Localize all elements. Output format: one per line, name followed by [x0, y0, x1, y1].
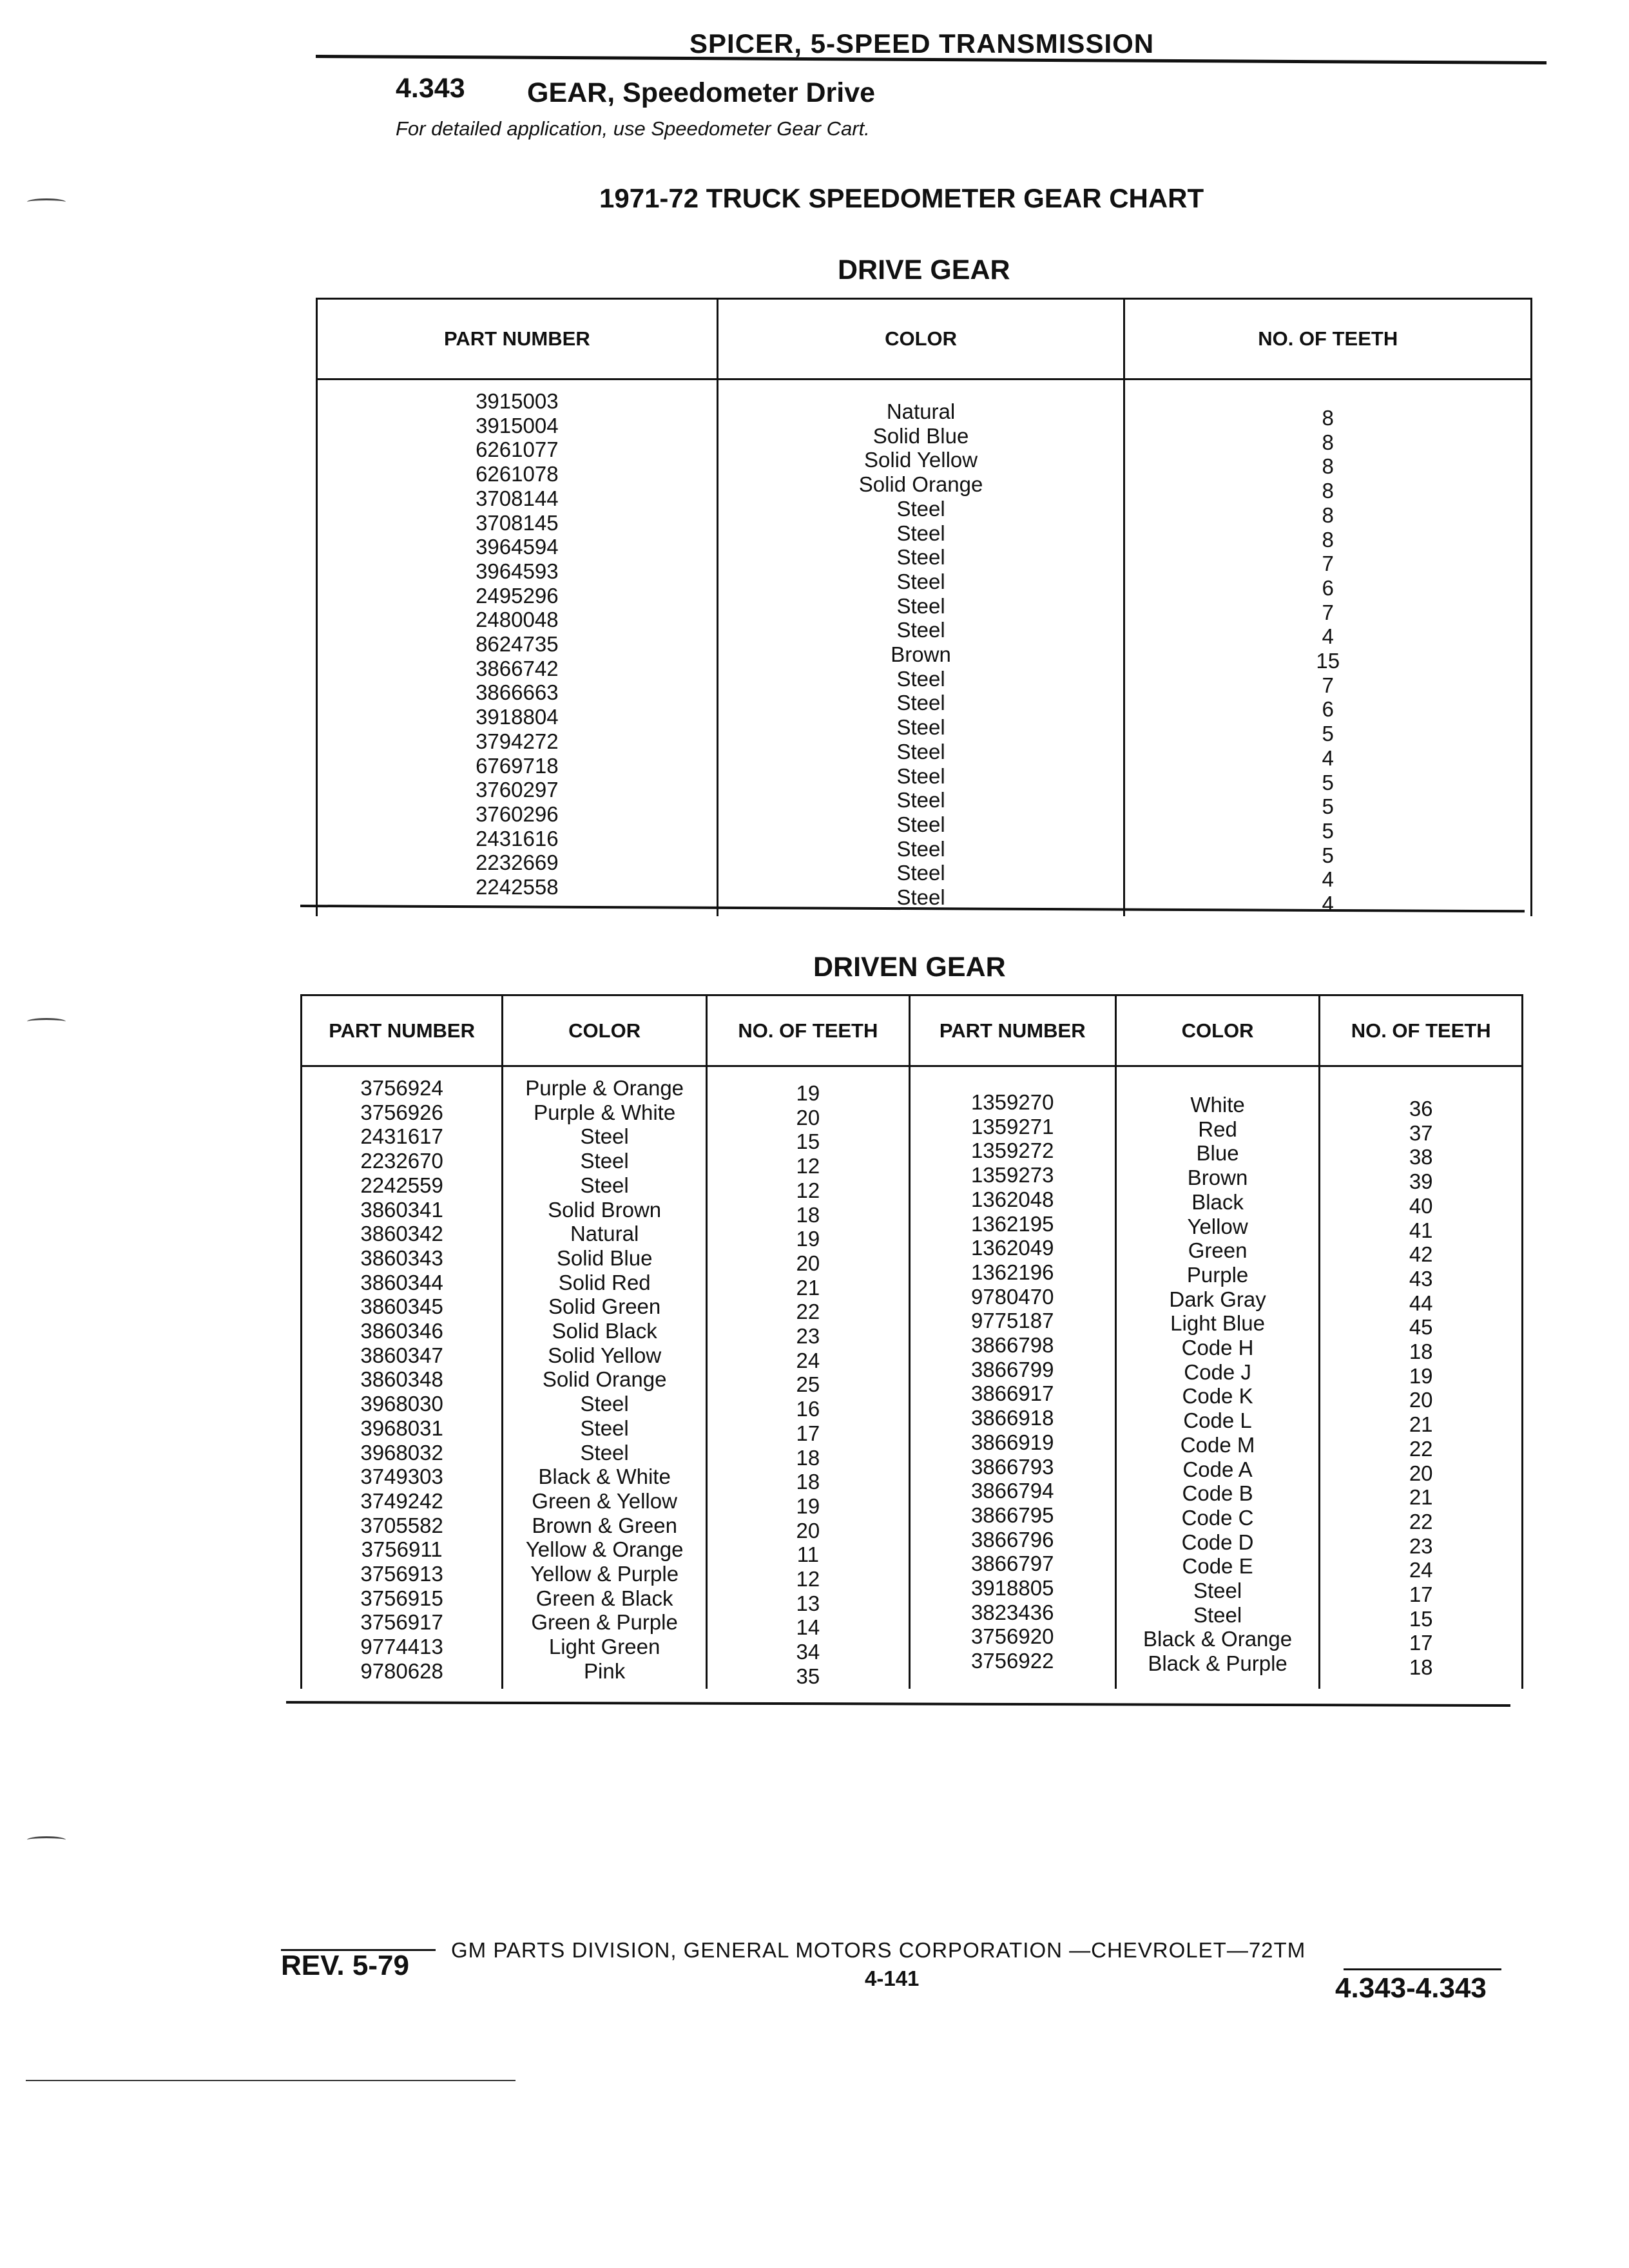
- table-cell: 17: [1409, 1582, 1433, 1607]
- table-cell: 3866794: [970, 1479, 1054, 1503]
- table-cell: 6: [1322, 575, 1334, 600]
- table-cell: 3866798: [970, 1333, 1054, 1358]
- table-cell: 11: [796, 1542, 819, 1567]
- table-cell: 1359272: [970, 1139, 1054, 1163]
- table-cell: 6261078: [476, 462, 559, 486]
- table-cell: 22: [796, 1300, 820, 1324]
- table-cell: 22: [1409, 1509, 1433, 1533]
- table-cell: 3860347: [360, 1343, 443, 1367]
- table-cell: Solid Blue: [556, 1245, 653, 1270]
- table-cell: 1362049: [970, 1236, 1054, 1260]
- table-cell: 3915004: [476, 413, 559, 437]
- table-cell: 18: [1409, 1340, 1433, 1364]
- table-cell: 3760296: [476, 802, 559, 826]
- table-cell: 4: [1322, 892, 1334, 916]
- table-cell: 3866742: [476, 656, 559, 680]
- table-cell: Steel: [896, 812, 945, 836]
- table-cell: Pink: [584, 1658, 626, 1683]
- section-name: GEAR, Speedometer Drive: [527, 77, 876, 108]
- table-cell: 6: [1322, 697, 1334, 722]
- table-cell: 3708144: [476, 486, 559, 510]
- driven-gear-title: DRIVEN GEAR: [813, 952, 1006, 983]
- table-cell: Blue: [1196, 1141, 1239, 1166]
- table-cell: 3860348: [360, 1367, 443, 1392]
- table-cell: 20: [1409, 1388, 1433, 1412]
- table-cell: Code C: [1181, 1505, 1254, 1530]
- table-cell: Code L: [1183, 1408, 1252, 1433]
- table-cell: Steel: [896, 691, 945, 715]
- table-cell: 3860344: [360, 1270, 443, 1294]
- table-cell: Green: [1188, 1238, 1248, 1263]
- table-cell: Solid Black: [552, 1319, 657, 1343]
- table-cell: 7: [1322, 552, 1334, 576]
- table-cell: 18: [796, 1470, 820, 1494]
- table-cell: 14: [796, 1615, 820, 1640]
- table-cell: 5: [1322, 770, 1334, 794]
- table-cell: Steel: [896, 836, 945, 861]
- header-color-left: COLOR: [503, 995, 707, 1066]
- table-cell: Purple & Orange: [525, 1076, 684, 1100]
- table-cell: 4: [1322, 867, 1334, 892]
- table-cell: Dark Gray: [1169, 1287, 1266, 1311]
- table-cell: Solid Orange: [542, 1367, 667, 1392]
- footer-revision: REV. 5-79: [281, 1950, 409, 1981]
- table-cell: 3749303: [360, 1465, 443, 1489]
- table-cell: 43: [1409, 1266, 1433, 1291]
- table-cell: Steel: [580, 1173, 629, 1197]
- table-cell: 3968032: [360, 1440, 443, 1465]
- table-cell: 3756920: [970, 1624, 1054, 1649]
- table-cell: 12: [796, 1567, 820, 1591]
- table-cell: 3866797: [970, 1552, 1054, 1576]
- table-cell: 40: [1409, 1193, 1433, 1218]
- table-cell: 39: [1409, 1169, 1433, 1194]
- table-cell: 8: [1322, 454, 1334, 479]
- footer-section-range: 4.343-4.343: [1335, 1972, 1487, 2004]
- header-part-number: PART NUMBER: [317, 299, 718, 380]
- table-cell: 17: [796, 1421, 820, 1445]
- table-cell: 15: [1316, 649, 1340, 673]
- table-cell: 9774413: [360, 1635, 443, 1659]
- table-cell: Black & Orange: [1143, 1627, 1293, 1651]
- table-cell: 18: [1409, 1655, 1433, 1680]
- table-cell: 20: [796, 1251, 820, 1275]
- table-cell: Steel: [896, 545, 945, 570]
- table-cell: Black: [1191, 1189, 1244, 1214]
- table-cell: Black & White: [538, 1465, 671, 1489]
- table-cell: 1362195: [970, 1211, 1054, 1236]
- table-cell: 3964594: [476, 535, 559, 559]
- table-cell: 3918805: [970, 1576, 1054, 1600]
- driven-right-part-col: [909, 1066, 1115, 1689]
- scan-edge-line: [26, 2080, 516, 2081]
- header-teeth-right: NO. OF TEETH: [1320, 995, 1523, 1066]
- table-cell: 6769718: [476, 753, 559, 778]
- table-cell: Green & Black: [535, 1586, 673, 1610]
- table-cell: 9775187: [970, 1309, 1054, 1333]
- table-cell: Solid Blue: [872, 423, 969, 448]
- table-cell: Green & Purple: [531, 1610, 678, 1635]
- table-cell: 20: [796, 1518, 820, 1542]
- table-cell: Solid Orange: [858, 472, 983, 497]
- table-cell: 3860345: [360, 1294, 443, 1319]
- drive-gear-table: [316, 298, 1532, 916]
- table-cell: 20: [796, 1105, 820, 1129]
- table-cell: 3756917: [360, 1610, 443, 1635]
- page-header-title: SPICER, 5-SPEED TRANSMISSION: [689, 28, 1155, 59]
- table-cell: Steel: [580, 1440, 629, 1465]
- table-cell: 12: [796, 1154, 820, 1178]
- table-cell: 3756924: [360, 1076, 443, 1100]
- table-cell: 2431617: [360, 1124, 443, 1149]
- header-part-number-left: PART NUMBER: [302, 995, 503, 1066]
- table-cell: 3968030: [360, 1392, 443, 1416]
- footer-page-number: 4-141: [865, 1966, 920, 1990]
- table-cell: 35: [796, 1664, 820, 1688]
- table-cell: 3866795: [970, 1503, 1054, 1527]
- table-cell: 2242558: [476, 875, 559, 899]
- chart-title: 1971-72 TRUCK SPEEDOMETER GEAR CHART: [599, 183, 1204, 213]
- driven-right-teeth-col: [1320, 1066, 1523, 1689]
- margin-mark: [27, 1836, 66, 1843]
- table-cell: 3860346: [360, 1319, 443, 1343]
- table-cell: Steel: [1193, 1602, 1242, 1627]
- table-cell: 3756913: [360, 1562, 443, 1586]
- table-cell: 1359273: [970, 1163, 1054, 1187]
- table-cell: Solid Brown: [548, 1197, 662, 1222]
- table-cell: 3823436: [970, 1600, 1054, 1624]
- table-cell: Brown: [1187, 1166, 1248, 1190]
- table-cell: 5: [1322, 818, 1334, 843]
- table-cell: Green & Yellow: [532, 1488, 677, 1513]
- table-cell: 3915003: [476, 389, 559, 413]
- table-cell: 8: [1322, 503, 1334, 527]
- table-cell: 45: [1409, 1315, 1433, 1340]
- table-cell: 8: [1322, 479, 1334, 503]
- table-cell: Steel: [580, 1149, 629, 1173]
- table-cell: Natural: [570, 1222, 639, 1246]
- table-cell: Red: [1198, 1117, 1237, 1141]
- margin-mark: [27, 198, 66, 206]
- table-cell: 21: [1409, 1485, 1433, 1510]
- table-cell: 2495296: [476, 583, 559, 608]
- table-cell: 5: [1322, 794, 1334, 819]
- table-cell: 21: [796, 1275, 820, 1300]
- table-cell: Solid Green: [548, 1294, 661, 1319]
- table-cell: Code D: [1181, 1530, 1254, 1554]
- driven-right-color-col: [1115, 1066, 1320, 1689]
- table-cell: 18: [796, 1445, 820, 1470]
- table-cell: 8: [1322, 527, 1334, 552]
- table-cell: Solid Yellow: [548, 1343, 662, 1367]
- table-cell: Steel: [896, 764, 945, 788]
- table-cell: 9780470: [970, 1284, 1054, 1309]
- table-cell: 3866796: [970, 1527, 1054, 1552]
- table-cell: 24: [1409, 1558, 1433, 1582]
- table-cell: Yellow: [1187, 1214, 1248, 1238]
- driven-bottom-rule: [286, 1701, 1510, 1707]
- table-cell: Steel: [580, 1416, 629, 1440]
- table-cell: 3756926: [360, 1100, 443, 1124]
- table-cell: Steel: [896, 666, 945, 691]
- table-cell: 3794272: [476, 729, 559, 753]
- table-cell: 2242559: [360, 1173, 443, 1197]
- table-cell: 3705582: [360, 1513, 443, 1537]
- table-cell: 15: [1409, 1606, 1433, 1631]
- table-cell: Steel: [896, 788, 945, 812]
- table-cell: 19: [796, 1494, 820, 1518]
- table-cell: 6261077: [476, 437, 559, 462]
- drive-teeth-col: [1124, 380, 1532, 916]
- driven-left-teeth-col: [707, 1066, 910, 1689]
- table-cell: Steel: [896, 861, 945, 885]
- table-cell: 3756911: [361, 1537, 443, 1562]
- driven-left-color-col: [503, 1066, 707, 1689]
- table-cell: 22: [1409, 1436, 1433, 1461]
- table-cell: Steel: [896, 618, 945, 642]
- table-cell: 3866799: [970, 1357, 1054, 1381]
- drive-color-col: [717, 380, 1124, 916]
- table-cell: Code J: [1184, 1360, 1251, 1384]
- table-cell: Steel: [896, 569, 945, 593]
- table-cell: 4: [1322, 745, 1334, 770]
- table-cell: 1362196: [970, 1260, 1054, 1284]
- table-cell: 1359270: [970, 1090, 1054, 1114]
- table-cell: Solid Red: [558, 1270, 651, 1294]
- table-cell: 23: [796, 1324, 820, 1349]
- table-cell: 3760297: [476, 778, 559, 802]
- table-cell: 3866793: [970, 1454, 1054, 1479]
- table-cell: Code B: [1182, 1481, 1253, 1506]
- header-color-right: COLOR: [1115, 995, 1320, 1066]
- table-cell: 7: [1322, 673, 1334, 697]
- table-cell: 41: [1409, 1218, 1433, 1242]
- table-cell: 3866917: [970, 1381, 1054, 1406]
- header-teeth: NO. OF TEETH: [1124, 299, 1532, 380]
- table-cell: 12: [796, 1178, 820, 1202]
- table-cell: 5: [1322, 722, 1334, 746]
- table-cell: Light Green: [548, 1635, 660, 1659]
- table-cell: 19: [796, 1227, 820, 1251]
- table-cell: 3964593: [476, 559, 559, 583]
- table-cell: Code A: [1182, 1457, 1253, 1481]
- table-cell: 3968031: [360, 1416, 443, 1440]
- table-cell: 20: [1409, 1461, 1433, 1485]
- table-cell: 44: [1409, 1291, 1433, 1315]
- table-cell: 1362048: [970, 1187, 1054, 1211]
- table-cell: Light Blue: [1170, 1311, 1265, 1336]
- table-cell: 3860342: [360, 1222, 443, 1246]
- table-cell: 13: [796, 1591, 820, 1615]
- table-cell: 7: [1322, 600, 1334, 624]
- table-cell: Steel: [896, 521, 945, 545]
- table-cell: Steel: [896, 496, 945, 521]
- table-cell: Steel: [896, 593, 945, 618]
- table-cell: 2431616: [476, 826, 559, 850]
- table-cell: 3860341: [360, 1197, 443, 1222]
- table-cell: 8: [1322, 430, 1334, 454]
- table-cell: Natural: [886, 399, 956, 423]
- section-number: 4.343: [396, 73, 465, 104]
- table-cell: 23: [1409, 1533, 1433, 1558]
- table-cell: Steel: [580, 1392, 629, 1416]
- table-cell: 3866918: [970, 1406, 1054, 1430]
- table-cell: 42: [1409, 1242, 1433, 1267]
- footer-rule-right: [1344, 1968, 1501, 1970]
- table-cell: 15: [796, 1129, 820, 1154]
- table-cell: 3918804: [476, 705, 559, 729]
- table-cell: 3756915: [360, 1586, 443, 1610]
- table-cell: Code K: [1182, 1384, 1253, 1408]
- table-cell: Brown: [891, 642, 951, 667]
- table-cell: Brown & Green: [532, 1513, 677, 1537]
- table-cell: 9780628: [360, 1658, 443, 1683]
- table-cell: 2232669: [476, 850, 559, 875]
- table-cell: 38: [1409, 1145, 1433, 1169]
- table-cell: Purple & White: [534, 1100, 676, 1124]
- table-cell: Yellow & Purple: [530, 1562, 679, 1586]
- table-cell: 17: [1409, 1631, 1433, 1655]
- footer-division: GM PARTS DIVISION, GENERAL MOTORS CORPORATION —CHEVROLET—72TM: [451, 1938, 1306, 1962]
- drive-part-col: [317, 380, 718, 916]
- table-cell: 36: [1409, 1097, 1433, 1120]
- section-note: For detailed application, use Speedometer Gear Cart.: [396, 117, 870, 140]
- table-cell: 3708145: [476, 510, 559, 535]
- table-cell: 3866919: [970, 1430, 1054, 1454]
- table-cell: Code E: [1182, 1554, 1253, 1579]
- header-color: COLOR: [717, 299, 1124, 380]
- table-cell: 3749242: [360, 1488, 443, 1513]
- table-cell: 2480048: [476, 608, 559, 632]
- table-cell: 5: [1322, 843, 1334, 867]
- table-cell: Yellow & Orange: [525, 1537, 684, 1562]
- table-cell: 8624735: [476, 632, 559, 657]
- table-cell: 19: [1409, 1363, 1433, 1388]
- table-cell: Steel: [896, 885, 945, 910]
- table-cell: 25: [796, 1372, 820, 1397]
- table-cell: 21: [1409, 1412, 1433, 1437]
- table-cell: 18: [796, 1202, 820, 1227]
- table-cell: Steel: [580, 1124, 629, 1149]
- table-cell: 37: [1409, 1120, 1433, 1145]
- table-cell: Steel: [1193, 1579, 1242, 1603]
- table-cell: 19: [796, 1081, 820, 1105]
- table-cell: Solid Yellow: [863, 448, 978, 472]
- table-cell: Code M: [1180, 1432, 1255, 1457]
- table-cell: Purple: [1186, 1262, 1249, 1287]
- table-cell: Steel: [896, 715, 945, 740]
- margin-mark: [27, 1018, 66, 1025]
- table-cell: Black & Purple: [1148, 1651, 1287, 1676]
- table-cell: Code H: [1181, 1336, 1254, 1360]
- table-cell: Steel: [896, 739, 945, 764]
- table-cell: 3866663: [476, 680, 559, 705]
- driven-left-part-col: [302, 1066, 503, 1689]
- table-cell: 24: [796, 1348, 820, 1372]
- header-teeth-left: NO. OF TEETH: [707, 995, 910, 1066]
- table-cell: 2232670: [360, 1149, 443, 1173]
- table-cell: 3860343: [360, 1245, 443, 1270]
- table-cell: 34: [796, 1640, 820, 1664]
- table-cell: White: [1190, 1093, 1245, 1117]
- table-cell: 16: [796, 1397, 820, 1421]
- drive-gear-title: DRIVE GEAR: [838, 255, 1010, 285]
- driven-gear-table: [300, 994, 1523, 1689]
- table-cell: 3756922: [970, 1649, 1054, 1673]
- table-cell: 8: [1322, 406, 1334, 430]
- table-cell: 4: [1322, 624, 1334, 649]
- table-cell: 1359271: [970, 1114, 1054, 1139]
- header-part-number-right: PART NUMBER: [909, 995, 1115, 1066]
